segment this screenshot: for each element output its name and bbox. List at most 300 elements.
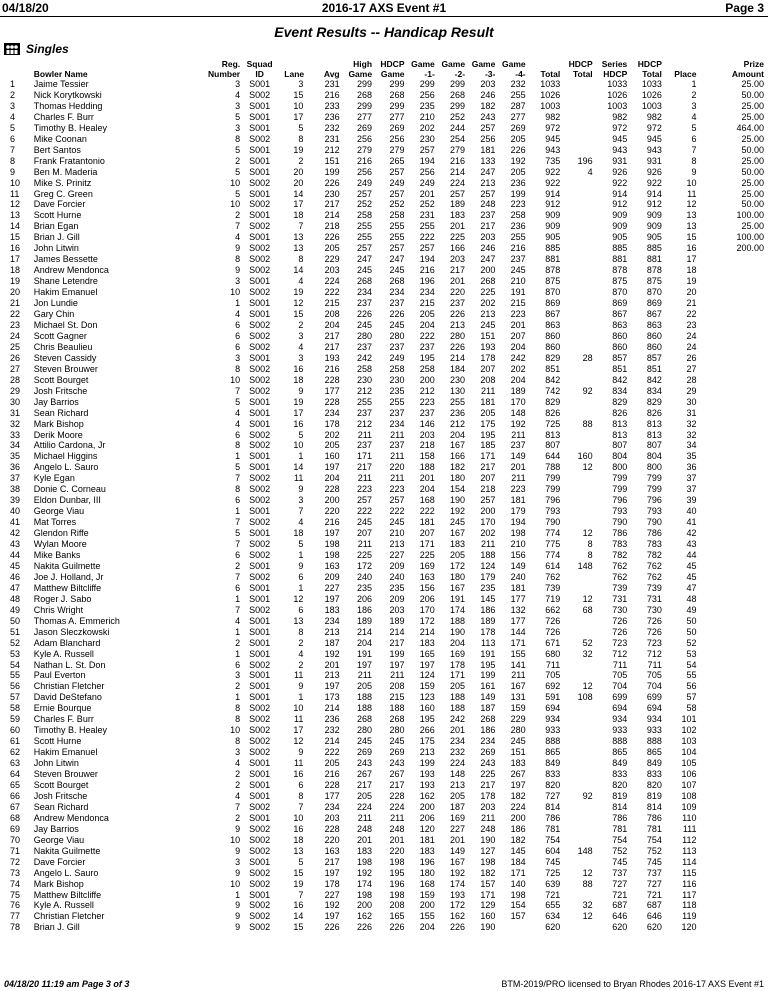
cell-game-3: 199 xyxy=(480,670,496,681)
table-row xyxy=(0,791,768,802)
cell-avg: 228 xyxy=(324,780,340,790)
cell-high-game: 268 xyxy=(357,714,373,725)
cell-game-3: 268 xyxy=(480,276,496,287)
cell-bowler-name: Brian Egan xyxy=(33,221,79,232)
cell-lane: 16 xyxy=(293,769,304,780)
cell-game-3: 217 xyxy=(480,462,496,473)
cell-total: 735 xyxy=(545,155,561,166)
cell-game-2: 167 xyxy=(450,528,466,539)
cell-hdcp-game: 199 xyxy=(389,648,405,659)
cell-hdcp-game: 165 xyxy=(389,911,405,922)
table-row xyxy=(0,583,768,594)
cell-rank: 65 xyxy=(10,780,21,790)
cell-game-4: 179 xyxy=(510,506,526,517)
cell-total: 914 xyxy=(545,188,561,199)
cell-reg-number: 2 xyxy=(235,769,241,780)
cell-avg: 192 xyxy=(324,900,340,911)
cell-total: 867 xyxy=(545,309,561,320)
cell-squad-id: S002 xyxy=(249,747,271,758)
cell-place: 5 xyxy=(691,122,697,133)
section-label: Singles xyxy=(26,42,69,56)
cell-place: 110 xyxy=(682,812,697,823)
cell-avg: 173 xyxy=(324,692,340,703)
cell-game-3: 185 xyxy=(480,440,496,451)
cell-game-4: 236 xyxy=(510,177,526,188)
cell-hdcp-total: 92 xyxy=(582,790,593,801)
cell-bowler-name: Mark Bishop xyxy=(33,418,84,429)
col-bowler-name: Bowler Name xyxy=(33,68,88,79)
cell-squad-id: S001 xyxy=(249,166,271,177)
cell-hdcp-total xyxy=(560,506,592,517)
cell-bowler-name: Shane Letendre xyxy=(33,276,98,287)
table-row xyxy=(0,736,768,747)
table-row xyxy=(0,90,768,101)
cell-prize-amount xyxy=(697,583,768,594)
cell-total: 860 xyxy=(545,330,561,341)
cell-total: 790 xyxy=(545,517,561,528)
cell-bowler-name: Josh Fritsche xyxy=(33,790,88,801)
cell-lane: 13 xyxy=(293,615,304,626)
cell-series-hdcp: 694 xyxy=(612,703,628,714)
cell-high-game: 206 xyxy=(357,593,373,604)
cell-rank: 53 xyxy=(10,648,21,659)
cell-hdcp-total xyxy=(560,276,592,287)
cell-bowler-name: Christian Fletcher xyxy=(33,911,105,922)
table-row xyxy=(0,769,768,780)
cell-reg-number: 8 xyxy=(235,363,241,374)
cell-place: 35 xyxy=(686,451,697,462)
cell-place: 108 xyxy=(681,790,697,801)
cell-high-game: 200 xyxy=(357,900,373,911)
cell-total: 644 xyxy=(545,451,561,462)
cell-total-with-hdcp: 849 xyxy=(646,758,662,769)
cell-lane: 16 xyxy=(293,363,304,374)
cell-total-with-hdcp: 790 xyxy=(646,517,662,528)
cell-rank: 64 xyxy=(10,769,21,780)
cell-total-with-hdcp: 842 xyxy=(646,374,662,385)
cell-game-1: 212 xyxy=(419,385,435,396)
cell-game-1: 237 xyxy=(419,341,435,352)
cell-hdcp-total xyxy=(560,101,592,112)
cell-bowler-name: Scott Hurne xyxy=(33,736,82,747)
cell-reg-number: 6 xyxy=(235,659,241,670)
cell-prize-amount xyxy=(697,714,768,725)
cell-series-hdcp: 834 xyxy=(612,385,628,396)
cell-hdcp-game: 220 xyxy=(389,845,405,856)
cell-series-hdcp: 754 xyxy=(612,834,628,845)
cell-game-4: 216 xyxy=(510,243,526,254)
cell-reg-number: 2 xyxy=(235,812,241,823)
cell-total-with-hdcp: 793 xyxy=(646,506,662,517)
cell-total: 1033 xyxy=(540,79,561,89)
cell-high-game: 255 xyxy=(357,221,373,232)
cell-high-game: 279 xyxy=(357,144,373,155)
cell-total: 885 xyxy=(545,243,561,254)
cell-hdcp-game: 223 xyxy=(389,484,405,495)
table-row xyxy=(0,210,768,221)
table-row xyxy=(0,649,768,660)
cell-game-4: 204 xyxy=(510,374,526,385)
cell-hdcp-total xyxy=(560,714,592,725)
cell-game-1: 120 xyxy=(419,823,435,834)
cell-avg: 216 xyxy=(324,517,340,528)
cell-hdcp-total: 32 xyxy=(582,900,593,911)
cell-hdcp-total xyxy=(560,112,592,123)
cell-hdcp-game: 209 xyxy=(389,593,405,604)
cell-high-game: 198 xyxy=(357,856,373,867)
cell-place: 30 xyxy=(686,396,697,407)
cell-game-1: 169 xyxy=(419,560,435,571)
cell-game-4: 205 xyxy=(510,166,526,177)
cell-squad-id: S001 xyxy=(249,232,271,243)
cell-hdcp-game: 277 xyxy=(389,111,405,122)
cell-series-hdcp: 931 xyxy=(612,155,628,166)
cell-game-3: 182 xyxy=(480,867,496,878)
cell-series-hdcp: 857 xyxy=(612,352,628,363)
cell-series-hdcp: 869 xyxy=(612,298,628,309)
cell-game-1: 225 xyxy=(419,549,435,560)
cell-place: 40 xyxy=(686,506,697,517)
cell-place: 48 xyxy=(686,593,697,604)
cell-rank: 60 xyxy=(10,725,21,736)
cell-game-4: 245 xyxy=(510,265,526,276)
cell-total: 905 xyxy=(545,232,561,243)
cell-reg-number: 10 xyxy=(230,725,241,736)
cell-game-4 xyxy=(495,922,525,933)
cell-series-hdcp: 646 xyxy=(612,911,628,922)
cell-game-3: 200 xyxy=(480,265,496,276)
cell-prize-amount xyxy=(697,627,768,638)
cell-game-2: 212 xyxy=(450,418,466,429)
cell-lane: 4 xyxy=(298,517,304,528)
cell-bowler-name: Steven Brouwer xyxy=(33,363,98,374)
cell-game-2: 299 xyxy=(450,79,466,89)
cell-hdcp-game: 258 xyxy=(389,210,405,221)
cell-bowler-name: Charles F. Burr xyxy=(33,111,94,122)
cell-series-hdcp: 786 xyxy=(612,812,628,823)
cell-hdcp-total xyxy=(560,703,592,714)
cell-total: 727 xyxy=(545,790,561,801)
cell-place: 12 xyxy=(686,199,697,210)
cell-total: 909 xyxy=(545,221,561,232)
cell-avg: 205 xyxy=(324,758,340,769)
cell-reg-number: 7 xyxy=(235,539,241,550)
cell-game-2: 166 xyxy=(450,243,466,254)
cell-game-4: 229 xyxy=(510,714,526,725)
cell-total: 933 xyxy=(545,725,561,736)
cell-squad-id: S002 xyxy=(249,254,271,265)
cell-high-game: 230 xyxy=(357,374,373,385)
cell-high-game: 211 xyxy=(357,539,373,550)
cell-place: 21 xyxy=(686,298,697,309)
cell-place: 32 xyxy=(686,429,697,440)
cell-bowler-name: Thomas Hedding xyxy=(33,100,103,111)
cell-hdcp-total xyxy=(560,309,592,320)
cell-prize-amount: 50.00 xyxy=(741,89,764,100)
cell-reg-number: 8 xyxy=(235,133,241,144)
cell-game-4: 177 xyxy=(510,593,526,604)
cell-avg: 201 xyxy=(324,659,340,670)
cell-high-game: 269 xyxy=(357,122,373,133)
cell-series-hdcp: 687 xyxy=(612,900,628,911)
cell-bowler-name: Kyle Egan xyxy=(33,473,75,484)
cell-game-3: 161 xyxy=(480,681,496,692)
cell-high-game: 257 xyxy=(357,243,373,254)
cell-hdcp-game: 299 xyxy=(389,79,405,89)
cell-prize-amount xyxy=(697,539,768,550)
cell-hdcp-total xyxy=(560,430,592,441)
cell-bowler-name: Charles F. Burr xyxy=(33,714,94,725)
cell-game-2: 149 xyxy=(450,845,466,856)
cell-game-4: 189 xyxy=(510,385,526,396)
cell-squad-id: S001 xyxy=(249,462,271,473)
cell-total: 875 xyxy=(545,276,561,287)
cell-avg: 229 xyxy=(324,254,340,265)
cell-total: 725 xyxy=(545,418,561,429)
cell-squad-id: S002 xyxy=(249,878,271,889)
cell-place: 104 xyxy=(681,747,697,758)
cell-game-3: 213 xyxy=(480,177,496,188)
cell-total-with-hdcp: 829 xyxy=(646,396,662,407)
cell-series-hdcp: 705 xyxy=(612,670,628,681)
cell-game-1: 299 xyxy=(419,79,435,89)
cell-prize-amount xyxy=(697,725,768,736)
cell-game-3: 269 xyxy=(480,747,496,758)
table-row xyxy=(0,572,768,583)
cell-total-with-hdcp: 934 xyxy=(646,714,662,725)
cell-game-3: 211 xyxy=(480,539,496,550)
cell-game-1: 214 xyxy=(419,626,435,637)
cell-prize-amount: 200.00 xyxy=(736,243,764,254)
cell-total-with-hdcp: 699 xyxy=(646,692,662,703)
cell-high-game: 257 xyxy=(357,495,373,506)
cell-lane: 5 xyxy=(298,856,304,867)
cell-series-hdcp: 819 xyxy=(612,790,628,801)
table-row xyxy=(0,813,768,824)
cell-high-game: 188 xyxy=(357,692,373,703)
cell-place: 116 xyxy=(682,878,697,889)
cell-prize-amount xyxy=(697,922,768,933)
cell-hdcp-total xyxy=(560,134,592,145)
cell-avg: 213 xyxy=(324,670,340,681)
cell-rank: 35 xyxy=(10,451,21,462)
cell-lane: 14 xyxy=(293,188,304,199)
cell-game-4: 159 xyxy=(510,703,526,714)
cell-high-game: 245 xyxy=(357,265,373,276)
cell-hdcp-game: 220 xyxy=(389,462,405,473)
cell-high-game: 198 xyxy=(357,889,373,900)
cell-game-3: 195 xyxy=(480,429,496,440)
cell-bowler-name: Thomas A. Emmerich xyxy=(33,615,120,626)
cell-game-1: 230 xyxy=(419,133,435,144)
cell-rank: 10 xyxy=(10,177,21,188)
cell-series-hdcp: 804 xyxy=(612,451,628,462)
cell-prize-amount xyxy=(697,462,768,473)
cell-rank: 27 xyxy=(10,363,21,374)
cell-hdcp-total: 160 xyxy=(577,451,593,462)
table-row xyxy=(0,309,768,320)
cell-avg: 232 xyxy=(324,725,340,736)
cell-squad-id: S001 xyxy=(249,582,271,593)
cell-lane: 15 xyxy=(293,309,304,320)
table-row xyxy=(0,879,768,890)
cell-hdcp-total: 12 xyxy=(582,681,593,692)
table-row xyxy=(0,440,768,451)
cell-hdcp-game: 257 xyxy=(389,243,405,254)
cell-reg-number: 5 xyxy=(235,396,241,407)
cell-avg: 214 xyxy=(324,210,340,221)
cell-game-4: 191 xyxy=(510,287,526,298)
cell-game-3: 175 xyxy=(480,418,496,429)
cell-rank: 21 xyxy=(10,298,21,309)
cell-squad-id: S002 xyxy=(249,440,271,451)
cell-series-hdcp: 860 xyxy=(612,330,628,341)
cell-bowler-name: Chris Wright xyxy=(33,604,84,615)
cell-place: 13 xyxy=(686,221,697,232)
cell-high-game: 212 xyxy=(357,385,373,396)
cell-rank: 50 xyxy=(10,615,21,626)
cell-squad-id: S002 xyxy=(249,539,271,550)
cell-squad-id: S001 xyxy=(249,451,271,462)
cell-bowler-name: Brian J. Gill xyxy=(33,922,80,933)
cell-total: 775 xyxy=(545,539,561,550)
cell-place: 102 xyxy=(681,725,697,736)
cell-game-4: 255 xyxy=(510,232,526,243)
cell-place: 37 xyxy=(686,484,697,495)
cell-game-3: 195 xyxy=(480,659,496,670)
cell-total-with-hdcp: 943 xyxy=(646,144,662,155)
table-row xyxy=(0,419,768,430)
cell-place: 23 xyxy=(686,319,697,330)
table-row xyxy=(0,681,768,692)
cell-rank: 6 xyxy=(10,133,16,144)
cell-total: 860 xyxy=(545,341,561,352)
cell-high-game: 205 xyxy=(357,790,373,801)
cell-series-hdcp: 926 xyxy=(612,166,628,177)
cell-reg-number: 1 xyxy=(235,506,241,517)
cell-game-1: 196 xyxy=(419,856,435,867)
cell-high-game: 280 xyxy=(357,330,373,341)
cell-hdcp-game: 268 xyxy=(389,714,405,725)
table-row xyxy=(0,178,768,189)
cell-game-2: 172 xyxy=(450,560,466,571)
cell-reg-number: 8 xyxy=(235,254,241,265)
cell-game-2: 182 xyxy=(450,462,466,473)
cell-hdcp-game: 279 xyxy=(389,144,405,155)
cell-rank: 23 xyxy=(10,319,21,330)
cell-squad-id: S001 xyxy=(249,670,271,681)
cell-bowler-name: Matthew Biltcliffe xyxy=(33,582,102,593)
cell-series-hdcp: 723 xyxy=(612,637,628,648)
col-high-game: High Game xyxy=(348,59,373,79)
cell-game-1: 175 xyxy=(419,736,435,747)
cell-reg-number: 9 xyxy=(235,845,241,856)
cell-avg: 202 xyxy=(324,429,340,440)
cell-avg: 224 xyxy=(324,276,340,287)
cell-avg: 200 xyxy=(324,495,340,506)
cell-bowler-name: Paul Everton xyxy=(33,670,86,681)
cell-avg: 163 xyxy=(324,845,340,856)
cell-high-game: 247 xyxy=(357,254,373,265)
col-hdcp-total: HDCP Total xyxy=(568,59,593,79)
cell-rank: 63 xyxy=(10,758,21,769)
cell-series-hdcp: 820 xyxy=(612,780,628,790)
cell-squad-id: S002 xyxy=(249,374,271,385)
cell-squad-id: S001 xyxy=(249,790,271,801)
cell-rank: 32 xyxy=(10,418,21,429)
cell-game-3: 182 xyxy=(480,100,496,111)
cell-game-4: 177 xyxy=(510,615,526,626)
cell-rank: 33 xyxy=(10,429,21,440)
cell-game-2: 174 xyxy=(450,878,466,889)
cell-reg-number: 8 xyxy=(235,703,241,714)
table-row xyxy=(0,112,768,123)
cell-series-hdcp: 790 xyxy=(612,517,628,528)
table-row xyxy=(0,495,768,506)
cell-series-hdcp: 807 xyxy=(612,440,628,451)
cell-place: 50 xyxy=(686,615,697,626)
cell-game-2: 183 xyxy=(450,210,466,221)
cell-game-2: 245 xyxy=(450,517,466,528)
cell-reg-number: 5 xyxy=(235,144,241,155)
cell-rank: 18 xyxy=(10,265,21,276)
cell-lane: 15 xyxy=(293,867,304,878)
cell-reg-number: 3 xyxy=(235,122,241,133)
cell-total-with-hdcp: 786 xyxy=(646,528,662,539)
cell-series-hdcp: 849 xyxy=(612,758,628,769)
cell-hdcp-game: 280 xyxy=(389,330,405,341)
cell-game-3: 243 xyxy=(480,758,496,769)
cell-place: 34 xyxy=(686,440,697,451)
cell-total: 739 xyxy=(545,582,561,593)
cell-game-3: 237 xyxy=(480,210,496,221)
cell-bowler-name: Matthew Biltcliffe xyxy=(33,889,102,900)
cell-game-2: 230 xyxy=(450,374,466,385)
cell-game-3: 186 xyxy=(480,604,496,615)
cell-game-2: 180 xyxy=(450,571,466,582)
cell-total-with-hdcp: 694 xyxy=(646,703,662,714)
cell-game-4: 240 xyxy=(510,571,526,582)
cell-rank: 26 xyxy=(10,352,21,363)
cell-lane: 3 xyxy=(298,352,304,363)
cell-series-hdcp: 620 xyxy=(612,922,628,933)
cell-prize-amount xyxy=(697,649,768,660)
col-reg-number: Reg. Number xyxy=(208,59,241,79)
cell-high-game: 258 xyxy=(357,210,373,221)
cell-hdcp-game: 213 xyxy=(389,539,405,550)
cell-game-4: 237 xyxy=(510,440,526,451)
cell-game-4: 223 xyxy=(510,199,526,210)
cell-bowler-name: Eldon Dunbar, III xyxy=(33,495,101,506)
cell-game-3: 170 xyxy=(480,517,496,528)
cell-game-1: 181 xyxy=(419,834,435,845)
cell-game-2: 214 xyxy=(450,352,466,363)
cell-rank: 28 xyxy=(10,374,21,385)
cell-avg: 228 xyxy=(324,374,340,385)
cell-total-with-hdcp: 730 xyxy=(646,604,662,615)
cell-series-hdcp: 786 xyxy=(612,528,628,539)
cell-reg-number: 6 xyxy=(235,429,241,440)
cell-hdcp-game: 208 xyxy=(389,681,405,692)
cell-game-3: 200 xyxy=(480,506,496,517)
cell-hdcp-total xyxy=(560,178,592,189)
cell-hdcp-game: 214 xyxy=(389,626,405,637)
cell-total: 725 xyxy=(545,867,561,878)
table-row xyxy=(0,232,768,243)
cell-total-with-hdcp: 857 xyxy=(646,352,662,363)
table-row xyxy=(0,802,768,813)
cell-hdcp-game: 211 xyxy=(390,451,405,462)
